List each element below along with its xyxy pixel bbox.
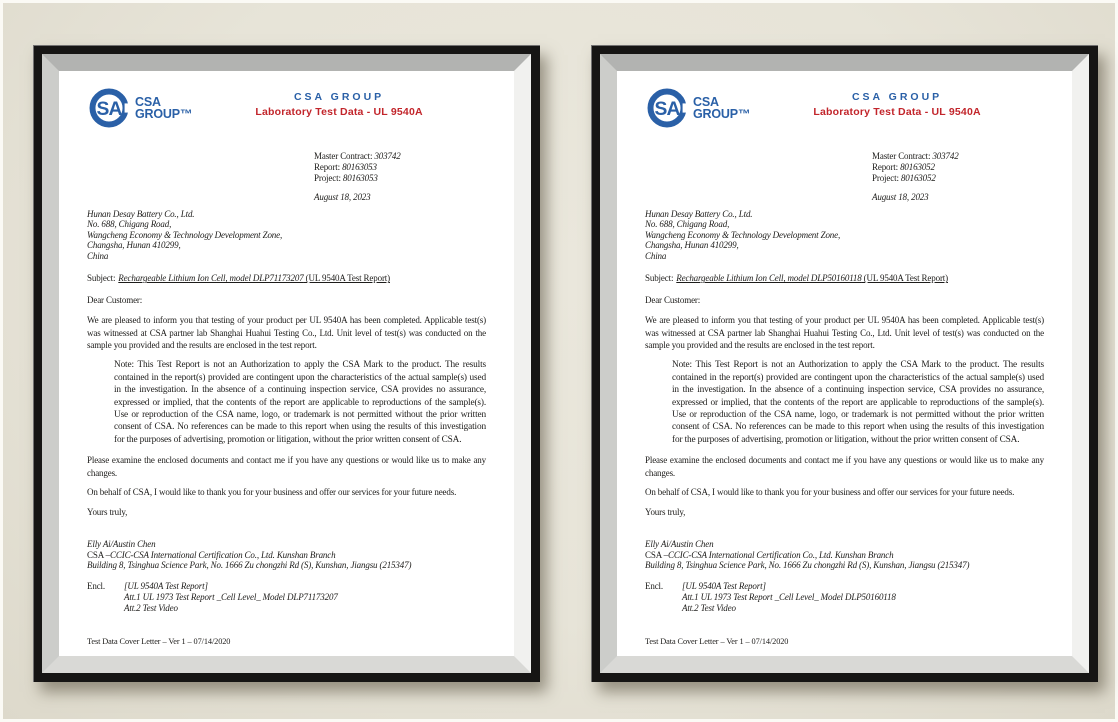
recipient-line: China [87,250,109,261]
project-label: Project: [314,173,341,184]
enclosure-block [87,581,486,613]
report-value: 80163053 [342,162,377,173]
document-title-block [192,86,486,119]
body-paragraph-3: On behalf of CSA, I would like to thank you for your business and offer our services for your future needs. [645,487,1015,497]
subject-model: Rechargeable Lithium Ion Cell, model DLP50160118 [676,273,862,284]
report-row [314,162,486,173]
project-value: 80163052 [900,173,936,184]
body-paragraph-2: Please examine the enclosed documents and contact me if you have any questions or would like us to make any changes. [87,455,486,478]
recipient-line: Wangcheng Economy & Technology Development Zone, [87,229,283,240]
subject-line [645,272,1044,284]
document-title-block [750,86,1044,119]
csa-logo [645,86,750,130]
picture-frame [591,45,1098,682]
frame-mat [42,54,531,673]
body-paragraph-1: We are pleased to inform you that testing of your product per UL 9540A has been completed. Applicable test(s) was witnessed at CSA partner lab Shanghai Huahui Testing Co., Ltd. Unit level of test(s) was conducted on the sample you provided and the results are enclosed in the test report. [645,315,1044,350]
enclosure-attachment-1: Att.1 UL 1973 Test Report _Cell Level_ Model DLP71173207 [124,592,338,602]
recipient-line: No. 688, Chigang Road, [87,219,172,230]
company-address: Building 8, Tsinghua Science Park, No. 1666 Zu chongzhi Rd (S), Kunshan, Jiangsu (215347) [87,560,412,571]
master-contract-value: 303742 [932,151,959,161]
company-name [645,550,1044,561]
signature-block [87,539,486,571]
header-title: Laboratory Test Data - UL 9540A [255,106,423,119]
document-page [617,71,1072,656]
company-prefix: CSA [645,549,664,560]
letter-date: August 18, 2023 [314,191,371,202]
note-paragraph: Note: This Test Report is not an Authorization to apply the CSA Mark to the product. The results contained in the report(s) provided are contingent upon the characteristics of the actual sample(s) used in the investigation. In the absence of a continuing inspection service, CSA provides no assurance, expressed or implied, that the contents of the report are applicable to reproductions of the sample(s). Use or reproduction of the CSA name, logo, or trademark is not permitted without the prior written consent of CSA. No references can be made to this report when using the results of this investigation for the purposes of advertising, promotion or litigation, without the prior written consent of CSA. [672,360,1044,445]
document-page [59,71,514,656]
enclosure-items [682,581,896,613]
recipient-line: China [645,250,667,261]
svg-text:SA: SA [654,98,680,120]
csa-wordmark [135,96,192,120]
report-row [872,162,1044,173]
svg-text:SA: SA [96,98,122,120]
recipient-address [87,209,486,262]
enclosure-report: [UL 9540A Test Report] [124,581,208,592]
subject-suffix: (UL 9540A Test Report) [861,273,948,284]
report-meta [872,151,1044,203]
subject-label: Subject: [645,273,674,284]
page-footer: Test Data Cover Letter – Ver 1 – 07/14/2020 [87,636,231,646]
recipient-line: No. 688, Chigang Road, [645,219,730,230]
recipient-line: Wangcheng Economy & Technology Development Zone, [645,229,841,240]
report-meta [314,151,486,203]
letter-date: August 18, 2023 [872,191,929,202]
enclosure-block [645,581,1044,613]
master-contract-value: 303742 [374,151,401,161]
recipient-address [645,209,1044,262]
csa-mark-icon [645,86,689,130]
master-contract-row [872,151,1044,162]
enclosure-attachment-2: Att.2 Test Video [124,602,178,613]
header-title: Laboratory Test Data - UL 9540A [813,106,981,119]
master-contract-row [314,151,486,162]
report-value: 80163052 [900,162,935,173]
project-value: 80163053 [342,173,378,184]
closing: Yours truly, [645,507,686,518]
csa-wordmark-line2: GROUP™ [693,107,751,121]
enclosure-attachment-2: Att.2 Test Video [682,602,736,613]
salutation: Dear Customer: [87,294,143,305]
enclosure-label: Encl. [87,581,105,592]
signature-block [645,539,1044,571]
subject-label: Subject: [87,273,116,284]
body-paragraph-2: Please examine the enclosed documents and contact me if you have any questions or would like us to make any changes. [645,455,1044,478]
body-paragraph-1: We are pleased to inform you that testing of your product per UL 9540A has been completed. Applicable test(s) was witnessed at CSA partner lab Shanghai Huahui Testing Co., Ltd. Unit level of test(s) was conducted on the sample you provided and the results are enclosed in the test report. [87,315,486,350]
picture-frame [33,45,540,682]
page-footer: Test Data Cover Letter – Ver 1 – 07/14/2020 [645,636,789,646]
closing: Yours truly, [87,507,128,518]
master-contract-label: Master Contract: [872,151,931,161]
enclosure-report: [UL 9540A Test Report] [682,581,766,592]
enclosure-attachment-1: Att.1 UL 1973 Test Report _Cell Level_ Model DLP50160118 [682,592,896,602]
subject-line [87,272,486,284]
master-contract-label: Master Contract: [314,151,373,161]
project-row [872,173,1044,184]
csa-wordmark-line1: CSA [693,95,719,109]
project-row [314,173,486,184]
subject-suffix: (UL 9540A Test Report) [303,273,390,284]
recipient-line: Hunan Desay Battery Co., Ltd. [87,208,195,219]
company-name-italic: –CCIC-CSA International Certification Co., Ltd. Kunshan Branch [663,549,894,560]
header-org: CSA GROUP [293,91,385,103]
letterhead [87,86,486,130]
csa-logo [87,86,192,130]
note-paragraph: Note: This Test Report is not an Authorization to apply the CSA Mark to the product. The results contained in the report(s) provided are contingent upon the characteristics of the actual sample(s) used in the investigation. In the absence of a continuing inspection service, CSA provides no assurance, expressed or implied, that the contents of the report are applicable to reproductions of the sample(s). Use or reproduction of the CSA name, logo, or trademark is not permitted without the prior written consent of CSA. No references can be made to this report when using the results of this investigation for the purposes of advertising, promotion or litigation, without the prior written consent of CSA. [114,360,486,445]
signer-name: Elly Ai/Austin Chen [87,538,156,549]
enclosure-items [124,581,338,613]
recipient-line: Changsha, Hunan 410299, [87,240,181,251]
enclosure-label: Encl. [645,581,663,592]
csa-mark-icon [87,86,131,130]
csa-wordmark [693,96,750,120]
project-label: Project: [872,173,899,184]
signer-name: Elly Ai/Austin Chen [645,538,714,549]
salutation: Dear Customer: [645,294,701,305]
subject-model: Rechargeable Lithium Ion Cell, model DLP71173207 [118,273,304,284]
csa-wordmark-line1: CSA [135,95,161,109]
csa-wordmark-line2: GROUP™ [135,107,193,121]
header-org: CSA GROUP [851,91,943,103]
recipient-line: Hunan Desay Battery Co., Ltd. [645,208,753,219]
company-name-italic: –CCIC-CSA International Certification Co., Ltd. Kunshan Branch [105,549,336,560]
recipient-line: Changsha, Hunan 410299, [645,240,739,251]
frame-mat [600,54,1089,673]
letterhead [645,86,1044,130]
report-label: Report: [314,162,340,173]
company-name [87,550,486,561]
company-prefix: CSA [87,549,106,560]
report-label: Report: [872,162,898,173]
body-paragraph-3: On behalf of CSA, I would like to thank you for your business and offer our services for your future needs. [87,487,457,497]
company-address: Building 8, Tsinghua Science Park, No. 1666 Zu chongzhi Rd (S), Kunshan, Jiangsu (215347) [645,560,970,571]
